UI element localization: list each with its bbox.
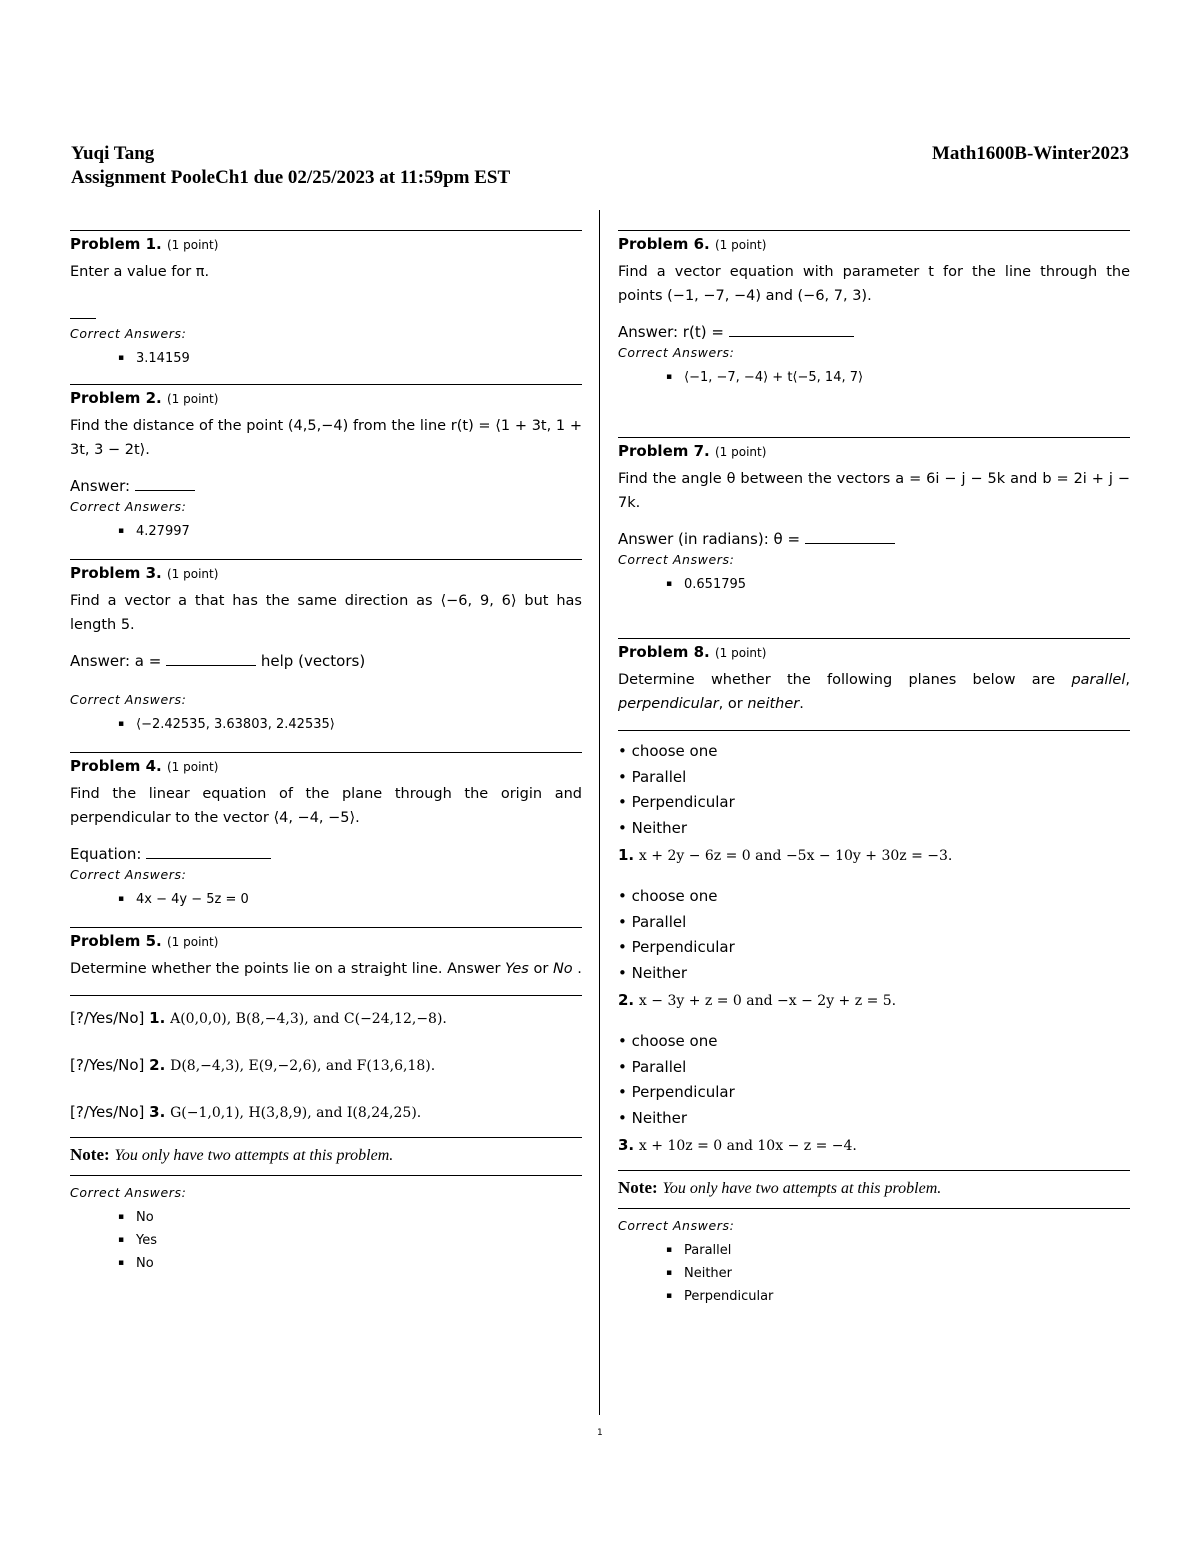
select-option[interactable]: • Parallel <box>618 767 687 786</box>
left-column <box>70 230 582 1275</box>
problem-text: Determine whether the points lie on a straight line. Answer Yes or No . <box>70 961 582 977</box>
correct-answer: ▪ 4.27997 <box>118 520 582 543</box>
correct-answer: ▪ No <box>118 1252 582 1275</box>
problem-title: Problem 1. <box>70 235 162 253</box>
sub-question: [?/Yes/No] 1. A(0,0,0), B(8,−4,3), and C(−24,12,−8). <box>70 1009 447 1027</box>
section-divider <box>70 995 582 996</box>
problem-text: Find a vector a that has the same direction as ⟨−6, 9, 6⟩ but has length 5. <box>70 593 582 633</box>
problem-7 <box>618 443 1130 638</box>
correct-answers-list <box>70 520 582 543</box>
problem-points: (1 point) <box>166 935 219 949</box>
correct-answer: ▪ No <box>118 1206 582 1229</box>
answer-blank <box>805 531 895 544</box>
correct-answers-label: Correct Answers: <box>70 326 187 341</box>
problem-title: Problem 7. <box>618 442 710 460</box>
problem-divider <box>70 927 582 928</box>
answer-label: Answer: r(t) = <box>618 323 724 341</box>
answer-blank <box>135 478 195 491</box>
correct-answers-label: Correct Answers: <box>70 1185 187 1200</box>
sub-question: 2. x − 3y + z = 0 and −x − 2y + z = 5. <box>618 991 897 1009</box>
problem-points: (1 point) <box>166 238 219 252</box>
problem-title: Problem 2. <box>70 389 162 407</box>
problem-points: (1 point) <box>166 392 219 406</box>
answer-label: Answer: a = <box>70 652 162 670</box>
course-name: Math1600B-Winter2023 <box>931 143 1129 164</box>
select-option[interactable]: • Parallel <box>618 912 687 931</box>
sub-question: 1. x + 2y − 6z = 0 and −5x − 10y + 30z = −3. <box>618 846 953 864</box>
problem-text: Enter a value for π. <box>70 264 210 280</box>
correct-answers-list <box>618 366 1130 389</box>
correct-answer: ▪ ⟨−2.42535, 3.63803, 2.42535⟩ <box>118 713 582 736</box>
plane-select-group[interactable] <box>618 1029 1130 1131</box>
select-option[interactable]: • Neither <box>618 963 688 982</box>
select-option[interactable]: • Neither <box>618 1108 688 1127</box>
yes-no-select[interactable]: [?/Yes/No] <box>70 1056 145 1074</box>
problem-title: Problem 5. <box>70 932 162 950</box>
problem-2 <box>70 390 582 559</box>
section-divider <box>70 1137 582 1138</box>
select-option[interactable]: • Perpendicular <box>618 938 735 956</box>
problem-text: Find the angle θ between the vectors a = 6i − j − 5k and b = 2i + j − 7k. <box>618 471 1130 511</box>
correct-answer: ▪ Yes <box>118 1229 582 1252</box>
correct-answer: ▪ Perpendicular <box>666 1285 1130 1308</box>
problem-points: (1 point) <box>714 238 767 252</box>
problem-divider <box>70 559 582 560</box>
note: Note: You only have two attempts at this problem. <box>618 1178 942 1197</box>
section-divider <box>618 730 1130 731</box>
problem-1 <box>70 236 582 384</box>
problem-divider <box>618 230 1130 231</box>
correct-answers-label: Correct Answers: <box>70 499 187 514</box>
problem-4 <box>70 758 582 927</box>
problem-divider <box>618 437 1130 438</box>
select-option[interactable]: • Perpendicular <box>618 1083 735 1101</box>
section-divider <box>70 1175 582 1176</box>
select-option[interactable]: • Neither <box>618 818 688 837</box>
correct-answer: ▪ Neither <box>666 1262 1130 1285</box>
problem-points: (1 point) <box>714 646 767 660</box>
sub-question: 3. x + 10z = 0 and 10x − z = −4. <box>618 1136 857 1154</box>
select-option[interactable]: • choose one <box>618 887 718 905</box>
answer-label: Equation: <box>70 845 142 863</box>
problem-title: Problem 6. <box>618 235 710 253</box>
help-link[interactable]: help (vectors) <box>260 652 366 670</box>
answer-blank <box>729 324 854 337</box>
problem-text: Determine whether the following planes below are parallel, perpendicular, or neither. <box>618 672 1130 712</box>
problem-title: Problem 8. <box>618 643 710 661</box>
answer-blank <box>166 653 256 666</box>
plane-select-group[interactable] <box>618 739 1130 841</box>
correct-answer: ▪ ⟨−1, −7, −4⟩ + t⟨−5, 14, 7⟩ <box>666 366 1130 389</box>
note: Note: You only have two attempts at this problem. <box>70 1145 394 1164</box>
correct-answers-list <box>70 888 582 911</box>
answer-label: Answer (in radians): θ = <box>618 530 801 548</box>
correct-answers-list <box>618 1239 1130 1308</box>
problem-points: (1 point) <box>166 760 219 774</box>
problem-divider <box>70 752 582 753</box>
correct-answer: ▪ 3.14159 <box>118 347 582 370</box>
correct-answer: ▪ Parallel <box>666 1239 1130 1262</box>
problem-divider <box>70 384 582 385</box>
problem-divider <box>618 638 1130 639</box>
student-name: Yuqi Tang <box>71 143 155 164</box>
problem-text: Find the distance of the point (4,5,−4) from the line r(t) = ⟨1 + 3t, 1 + 3t, 3 − 2t⟩. <box>70 418 582 458</box>
problem-text: Find a vector equation with parameter t for the line through the points (−1, −7, −4) and (−6, 7, 3). <box>618 264 1130 304</box>
yes-no-select[interactable]: [?/Yes/No] <box>70 1103 145 1121</box>
right-column <box>618 230 1130 1308</box>
correct-answers-list <box>70 713 582 736</box>
problem-divider <box>70 230 582 231</box>
select-option[interactable]: • choose one <box>618 742 718 760</box>
correct-answers-label: Correct Answers: <box>618 1218 735 1233</box>
problem-points: (1 point) <box>714 445 767 459</box>
section-divider <box>618 1170 1130 1171</box>
problem-title: Problem 4. <box>70 757 162 775</box>
column-divider <box>599 210 600 1415</box>
correct-answers-label: Correct Answers: <box>618 552 735 567</box>
correct-answer: ▪ 0.651795 <box>666 573 1130 596</box>
assignment-title: Assignment PooleCh1 due 02/25/2023 at 11:59pm EST <box>71 167 511 188</box>
answer-blank <box>146 846 271 859</box>
correct-answers-label: Correct Answers: <box>70 692 187 707</box>
problem-text: Find the linear equation of the plane through the origin and perpendicular to the vector ⟨4, −4, −5⟩. <box>70 786 582 826</box>
problem-3 <box>70 565 582 752</box>
problem-8 <box>618 644 1130 1308</box>
correct-answers-label: Correct Answers: <box>70 867 187 882</box>
yes-no-select[interactable]: [?/Yes/No] <box>70 1009 145 1027</box>
problem-points: (1 point) <box>166 567 219 581</box>
problem-title: Problem 3. <box>70 564 162 582</box>
select-option[interactable]: • Parallel <box>618 1057 687 1076</box>
answer-label: Answer: <box>70 477 131 495</box>
select-option[interactable]: • Perpendicular <box>618 793 735 811</box>
correct-answers-list <box>70 1206 582 1275</box>
correct-answers-list <box>618 573 1130 596</box>
sub-question: [?/Yes/No] 2. D(8,−4,3), E(9,−2,6), and F(13,6,18). <box>70 1056 436 1074</box>
select-option[interactable]: • choose one <box>618 1032 718 1050</box>
problem-6 <box>618 236 1130 437</box>
problem-5 <box>70 933 582 1275</box>
answer-blank <box>70 306 96 319</box>
correct-answer: ▪ 4x − 4y − 5z = 0 <box>118 888 582 911</box>
page-number: 1 <box>597 1428 603 1438</box>
sub-question: [?/Yes/No] 3. G(−1,0,1), H(3,8,9), and I(8,24,25). <box>70 1103 422 1121</box>
plane-select-group[interactable] <box>618 884 1130 986</box>
section-divider <box>618 1208 1130 1209</box>
correct-answers-list <box>70 347 582 370</box>
correct-answers-label: Correct Answers: <box>618 345 735 360</box>
